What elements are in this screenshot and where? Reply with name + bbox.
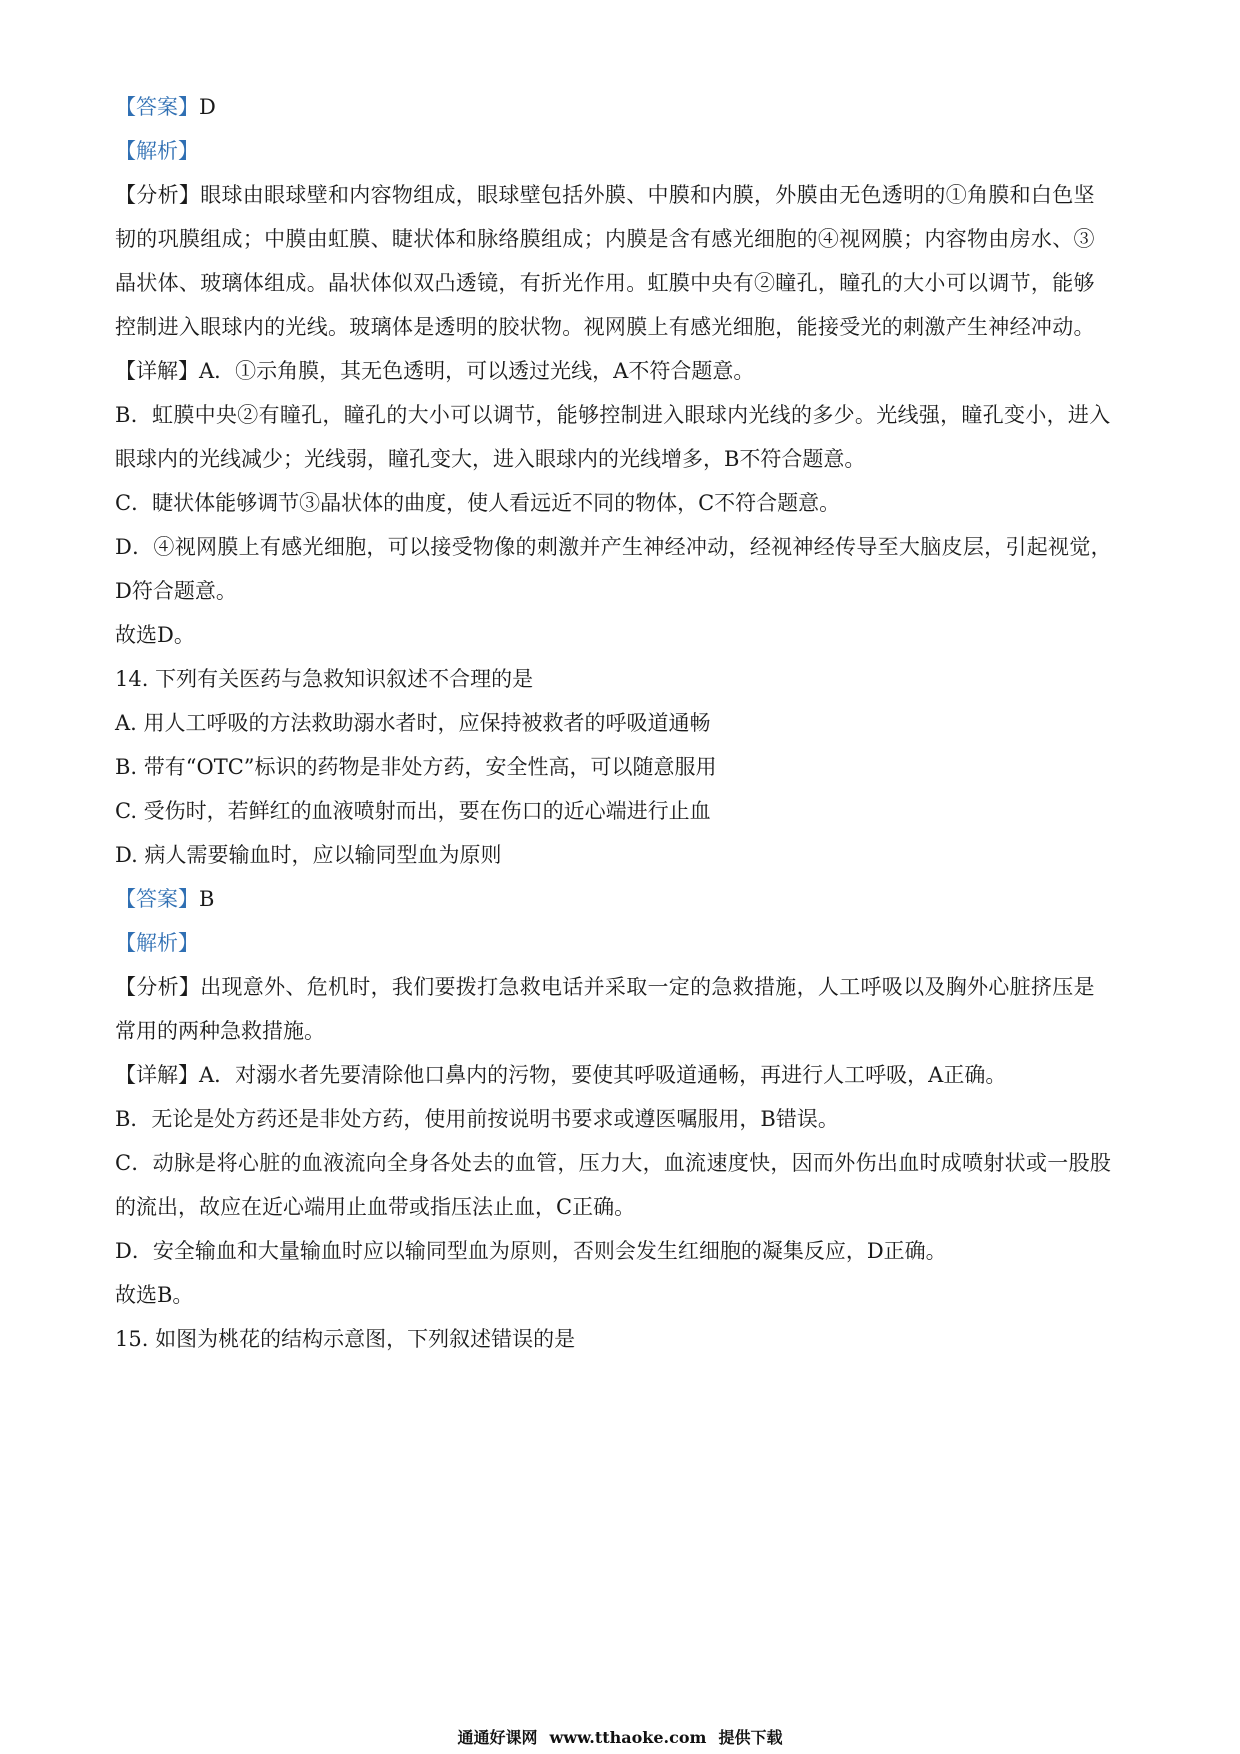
- q13-fenxi-line-3: [115, 269, 1135, 297]
- q14-fenxi-line-2: [115, 1017, 1135, 1045]
- paragraph-text: C．睫状体能够调节③晶状体的曲度，使人看远近不同的物体，C不符合题意。: [115, 491, 841, 515]
- footer-site-name: 通通好课网: [457, 1728, 538, 1747]
- paragraph-text: 眼球由眼球壁和内容物组成，眼球壁包括外膜、中膜和内膜，外膜由无色透明的①角膜和白色坚: [200, 183, 1095, 207]
- q14-xiangjie-line-5: [115, 1237, 1135, 1265]
- paragraph-text: 常用的两种急救措施。: [115, 1019, 325, 1043]
- option-text: D. 病人需要输血时，应以输同型血为原则: [115, 843, 502, 867]
- question-stem: 14. 下列有关医药与急救知识叙述不合理的是: [115, 667, 534, 691]
- paragraph-text: 的流出，故应在近心端用止血带或指压法止血，C正确。: [115, 1195, 636, 1219]
- page-footer: [0, 1728, 1240, 1748]
- q13-xiangjie-line-6: [115, 577, 1135, 605]
- paragraph-text: 晶状体、玻璃体组成。晶状体似双凸透镜，有折光作用。虹膜中央有②瞳孔，瞳孔的大小可以调节，能够: [115, 271, 1095, 295]
- q14-xiangjie-line-4: [115, 1193, 1135, 1221]
- q13-xiangjie-line-5: [115, 533, 1135, 561]
- q13-answer-line: [115, 93, 1135, 121]
- fenxi-tag: 【分析】: [115, 975, 201, 999]
- q14-option-a: [115, 709, 1135, 737]
- q14-option-b: [115, 753, 1135, 781]
- q13-xiangjie-line-3: [115, 445, 1135, 473]
- paragraph-text: 出现意外、危机时，我们要拨打急救电话并采取一定的急救措施，人工呼吸以及胸外心脏挤压是: [200, 975, 1095, 999]
- xiangjie-tag: 【详解】: [115, 1063, 199, 1087]
- paragraph-text: A．对溺水者先要清除他口鼻内的污物，要使其呼吸道通畅，再进行人工呼吸，A正确。: [199, 1063, 1007, 1087]
- paragraph-text: 眼球内的光线减少；光线弱，瞳孔变大，进入眼球内的光线增多，B不符合题意。: [115, 447, 866, 471]
- q13-xiangjie-line-4: [115, 489, 1135, 517]
- q14-stem: [115, 665, 1135, 693]
- q14-option-c: [115, 797, 1135, 825]
- q14-xiangjie-line-2: [115, 1105, 1135, 1133]
- paragraph-text: D．④视网膜上有感光细胞，可以接受物像的刺激并产生神经冲动，经视神经传导至大脑皮层，引起视觉，: [115, 535, 1112, 559]
- answer-tag: 【答案】: [115, 887, 199, 911]
- q13-fenxi-line-1: [115, 181, 1135, 209]
- q13-fenxi-line-2: [115, 225, 1135, 253]
- conclusion-text: 故选B。: [115, 1283, 194, 1307]
- option-text: A. 用人工呼吸的方法救助溺水者时，应保持被救者的呼吸道通畅: [115, 711, 711, 735]
- q14-option-d: [115, 841, 1135, 869]
- paragraph-text: A．①示角膜，其无色透明，可以透过光线，A不符合题意。: [199, 359, 755, 383]
- answer-value: D: [199, 95, 216, 119]
- paragraph-text: B．无论是处方药还是非处方药，使用前按说明书要求或遵医嘱服用，B错误。: [115, 1107, 839, 1131]
- option-text: B. 带有“OTC”标识的药物是非处方药，安全性高，可以随意服用: [115, 755, 717, 779]
- paragraph-text: B．虹膜中央②有瞳孔，瞳孔的大小可以调节，能够控制进入眼球内光线的多少。光线强，瞳孔变小，进入: [115, 403, 1111, 427]
- analysis-tag: 【解析】: [115, 139, 199, 163]
- paragraph-text: D符合题意。: [115, 579, 237, 603]
- paragraph-text: C．动脉是将心脏的血液流向全身各处去的血管，压力大，血流速度快，因而外伤出血时成喷射状或一股股: [115, 1151, 1112, 1175]
- q13-fenxi-line-4: [115, 313, 1135, 341]
- answer-value: B: [199, 887, 215, 911]
- xiangjie-tag: 【详解】: [115, 359, 199, 383]
- q14-answer-line: [115, 885, 1135, 913]
- answer-tag: 【答案】: [115, 95, 199, 119]
- question-stem: 15. 如图为桃花的结构示意图，下列叙述错误的是: [115, 1327, 576, 1351]
- paragraph-text: 韧的巩膜组成；中膜由虹膜、睫状体和脉络膜组成；内膜是含有感光细胞的④视网膜；内容物由房水、③: [115, 227, 1095, 251]
- q15-stem: [115, 1325, 1135, 1353]
- conclusion-text: 故选D。: [115, 623, 195, 647]
- q13-xiangjie-line-1: [115, 357, 1135, 385]
- q14-conclusion: [115, 1281, 1135, 1309]
- fenxi-tag: 【分析】: [115, 183, 201, 207]
- q13-analysis-heading: [115, 137, 1135, 165]
- option-text: C. 受伤时，若鲜红的血液喷射而出，要在伤口的近心端进行止血: [115, 799, 711, 823]
- q13-conclusion: [115, 621, 1135, 649]
- paragraph-text: D．安全输血和大量输血时应以输同型血为原则，否则会发生红细胞的凝集反应，D正确。: [115, 1239, 947, 1263]
- q14-fenxi-line-1: [115, 973, 1135, 1001]
- footer-url[interactable]: www.tthaoke.com: [549, 1728, 707, 1747]
- q13-xiangjie-line-2: [115, 401, 1135, 429]
- analysis-tag: 【解析】: [115, 931, 199, 955]
- q14-xiangjie-line-1: [115, 1061, 1135, 1089]
- q14-analysis-heading: [115, 929, 1135, 957]
- footer-suffix: 提供下载: [718, 1728, 783, 1747]
- q14-xiangjie-line-3: [115, 1149, 1135, 1177]
- paragraph-text: 控制进入眼球内的光线。玻璃体是透明的胶状物。视网膜上有感光细胞，能接受光的刺激产生神经冲动。: [115, 315, 1095, 339]
